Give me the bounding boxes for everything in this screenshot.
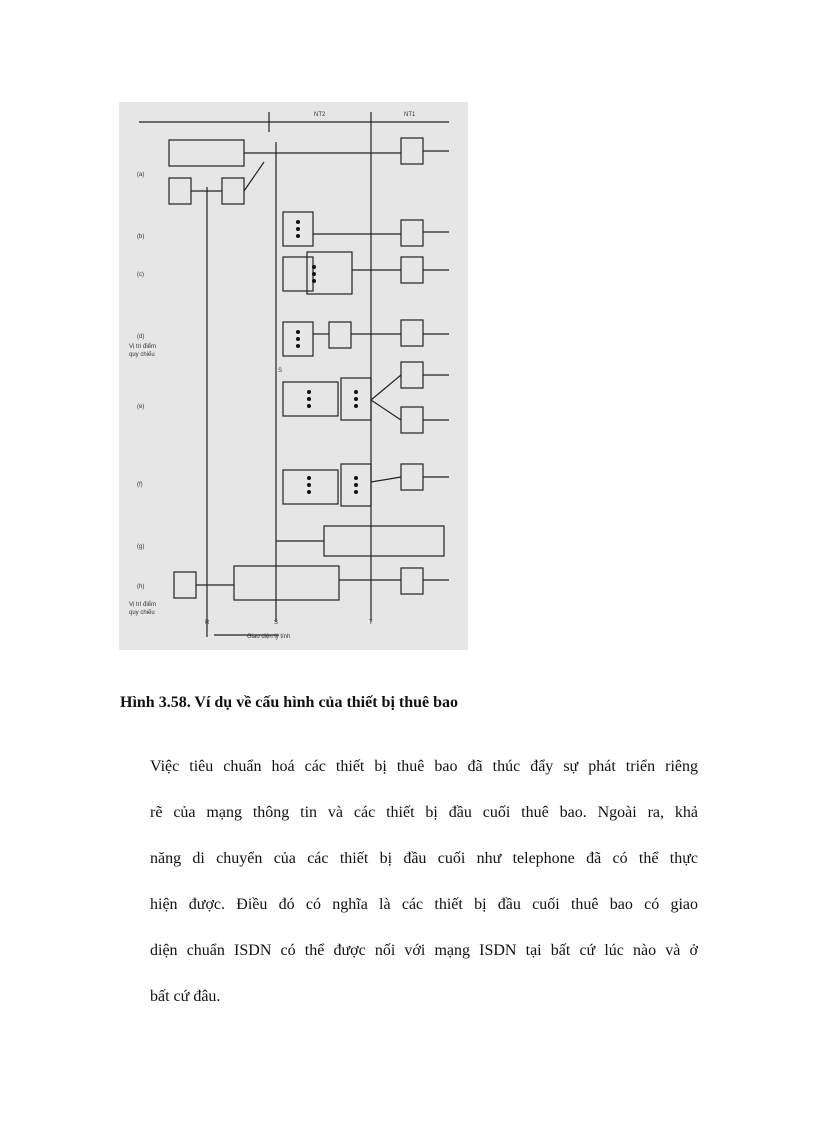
box-d2 [329, 322, 351, 348]
box-a3 [222, 178, 244, 204]
box-g [324, 526, 444, 556]
box-h1 [174, 572, 196, 598]
label-nt1: NT1 [404, 112, 416, 118]
row-label-g: (g) [137, 544, 145, 550]
box-f-nt1 [401, 464, 423, 490]
box-f [283, 470, 338, 504]
label-r: R [205, 620, 210, 626]
box-e-nt1b [401, 407, 423, 433]
box-h-nt1 [401, 568, 423, 594]
label-s-mid: S [278, 368, 283, 374]
side-note-top-1: Vị trí điểm [129, 344, 157, 350]
row-label-d: (d) [137, 334, 145, 340]
paragraph-line-5: diện chuẩn ISDN có thể được nối với mạng ISDN tại bất cứ lúc nào và ở [150, 942, 698, 959]
side-note-top-2: quy chiếu [129, 352, 155, 358]
paragraph-line-1: Việc tiêu chuẩn hoá các thiết bị thuê bao đã thúc đẩy sự phát triển riêng [150, 758, 698, 775]
box-c-nt1 [401, 257, 423, 283]
configuration-diagram [119, 102, 468, 650]
box-a-nt1 [401, 138, 423, 164]
side-note-bottom-1: Vị trí điểm [129, 602, 157, 608]
box-a2 [169, 178, 191, 204]
box-d-nt1 [401, 320, 423, 346]
row-label-f: (f) [137, 482, 143, 488]
row-label-a: (a) [137, 172, 145, 178]
box-b-nt1 [401, 220, 423, 246]
configuration-figure [119, 102, 468, 650]
box-a1 [169, 140, 244, 166]
paragraph-line-6: bất cứ đâu. [150, 988, 221, 1005]
box-h2 [234, 566, 339, 600]
box-e-nt1a [401, 362, 423, 388]
label-s: S [274, 620, 279, 626]
paragraph-line-4: hiện được. Điều đó có nghĩa là các thiết bị đầu cuối thuê bao có giao [150, 896, 698, 913]
side-note-bottom-2: quy chiếu [129, 610, 155, 616]
paragraph-line-2: rẽ của mạng thông tin và các thiết bị đầu cuối thuê bao. Ngoài ra, khả [150, 804, 698, 821]
figure-caption: Hình 3.58. Ví dụ về cấu hình của thiết bị thuê bao [120, 694, 459, 711]
row-label-e: (e) [137, 404, 145, 410]
label-nt2: NT2 [314, 112, 326, 118]
bottom-caption: Giao diện lý tính [247, 634, 291, 640]
row-label-c: (c) [137, 272, 144, 278]
paragraph-line-3: năng di chuyển của các thiết bị đầu cuối như telephone đã có thể thực [150, 850, 698, 867]
label-t: T [369, 620, 373, 626]
row-label-h: (h) [137, 584, 145, 590]
row-label-b: (b) [137, 234, 145, 240]
